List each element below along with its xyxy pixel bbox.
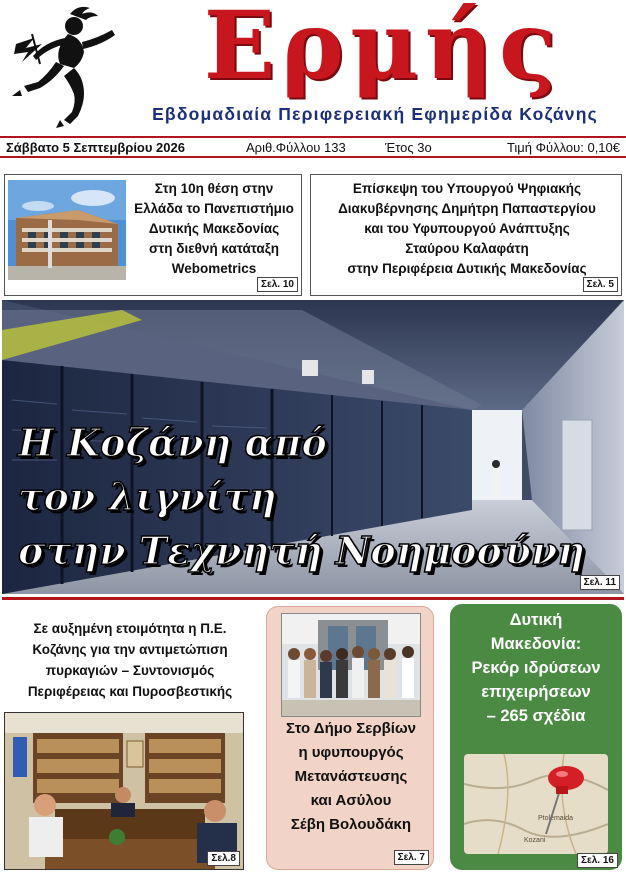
- headline-line: Webometrics: [171, 261, 257, 276]
- hermes-runner-icon: [8, 4, 126, 128]
- masthead: [0, 0, 626, 135]
- business-article-box[interactable]: [450, 604, 622, 870]
- headline-line: Στο Δήμο Σερβίων: [286, 720, 416, 737]
- issue-price: Τιμή Φύλλου: 0,10€: [506, 140, 620, 155]
- headline-line: Περιφέρειας και Πυροσβεστικής: [27, 684, 233, 699]
- hero-headline: [18, 416, 585, 578]
- meeting-office-photo: [4, 712, 244, 870]
- page-reference: Σελ. 16: [577, 853, 618, 868]
- visit-headline: [319, 179, 615, 279]
- page-reference: Σελ. 5: [583, 277, 618, 292]
- issue-year: Έτος 3ο: [385, 140, 432, 155]
- fires-headline[interactable]: [4, 618, 256, 702]
- business-headline: [454, 608, 618, 728]
- issue-number: Αριθ.Φύλλου 133: [246, 140, 346, 155]
- headline-line: στη διεθνή κατάταξη: [149, 241, 279, 256]
- headline-line: στην Τεχνητή Νοημοσύνη: [18, 528, 585, 573]
- headline-line: η υφυπουργός: [298, 744, 404, 761]
- headline-line: Μετανάστευσης: [294, 768, 408, 785]
- university-headline: [131, 179, 297, 279]
- headline-line: Ελλάδα το Πανεπιστήμιο: [134, 201, 294, 216]
- headline-line: Δυτική: [509, 611, 563, 629]
- newspaper-title: Ερμής: [203, 0, 563, 101]
- headline-line: Επίσκεψη του Υπουργού Ψηφιακής: [352, 181, 582, 196]
- page-reference: Σελ. 10: [257, 277, 298, 292]
- headline-line: Μακεδονία:: [490, 635, 582, 653]
- headline-line: Η Κοζάνη από: [18, 420, 327, 465]
- servia-headline: [271, 717, 431, 837]
- university-article-box[interactable]: [4, 174, 302, 296]
- page-reference: Σελ.8: [207, 851, 240, 866]
- headline-line: Κοζάνης για την αντιμετώπιση: [32, 642, 228, 657]
- newspaper-subtitle: Εβδομαδιαία Περιφερειακή Εφημερίδα Κοζάνης: [152, 104, 598, 124]
- issue-date: Σάββατο 5 Σεπτεμβρίου 2026: [6, 140, 185, 155]
- headline-line: επιχειρήσεων: [481, 683, 591, 701]
- page-reference: Σελ. 11: [580, 575, 620, 590]
- headline-line: πυρκαγιών – Συντονισμός: [45, 663, 215, 678]
- page-reference: Σελ. 7: [394, 850, 429, 865]
- headline-line: Στη 10η θέση στην: [154, 181, 274, 196]
- hero-article[interactable]: [2, 300, 624, 594]
- headline-line: Σε αυξημένη ετοιμότητα η Π.Ε.: [33, 621, 227, 636]
- map-label-ptolemaida: Ptolemaida: [538, 815, 574, 822]
- group-photo: [281, 613, 421, 717]
- section-divider: [2, 597, 624, 600]
- servia-article-box[interactable]: [266, 606, 434, 870]
- issue-info-bar: [0, 136, 626, 158]
- university-building-photo: [8, 180, 126, 280]
- ministers-visit-article-box[interactable]: [310, 174, 622, 296]
- headline-line: Δυτικής Μακεδονίας: [148, 221, 280, 236]
- headline-line: Ρεκόρ ιδρύσεων: [471, 659, 601, 677]
- headline-line: και του Υφυπουργού Ανάπτυξης: [364, 221, 570, 236]
- headline-line: και Ασύλου: [310, 792, 392, 809]
- headline-line: τον λιγνίτη: [18, 474, 277, 519]
- headline-line: Διακυβέρνησης Δημήτρη Παπαστεργίου: [338, 201, 596, 216]
- headline-line: στην Περιφέρεια Δυτικής Μακεδονίας: [347, 261, 587, 276]
- headline-line: Σέβη Βολουδάκη: [290, 816, 412, 833]
- headline-line: Σταύρου Καλαφάτη: [405, 241, 529, 256]
- map-with-pin-image: [464, 754, 608, 854]
- headline-line: – 265 σχέδια: [486, 707, 586, 725]
- map-label-kozani: Kozani: [524, 837, 546, 844]
